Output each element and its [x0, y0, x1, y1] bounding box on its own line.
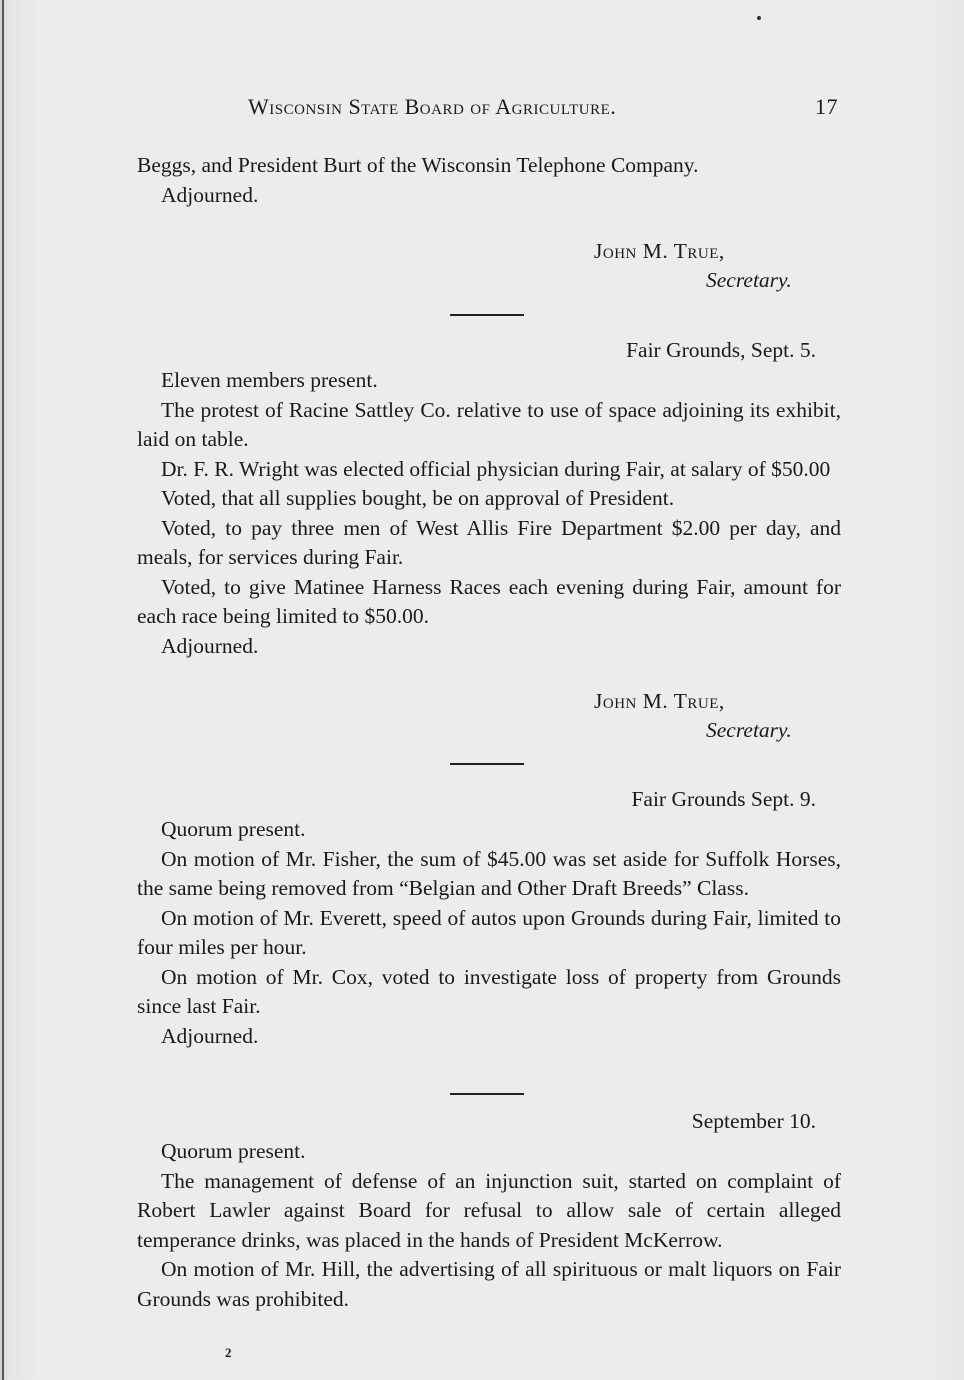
printer-signature-mark: 2	[225, 1345, 232, 1360]
meeting-date: Fair Grounds Sept. 9.	[631, 787, 816, 811]
page-edge-line	[2, 0, 4, 1380]
paragraph: Voted, to pay three men of West Allis Fire Department $2.00 per day, and meals, for services during Fair.	[137, 515, 841, 569]
paragraph: The management of defense of an injunction suit, started on complaint of Robert Lawler against Board for refusal to allow sale of certain alleged temperance drinks, was placed in the hands of President McKerrow.	[137, 1168, 841, 1252]
paragraph: Voted, that all supplies bought, be on approval of President.	[161, 486, 675, 510]
speck	[757, 16, 761, 20]
signature-title: Secretary.	[706, 718, 792, 742]
signature-title: Secretary.	[706, 268, 792, 292]
minutes-sept-5	[137, 366, 841, 661]
running-header-title: Wisconsin State Board of Agriculture.	[248, 94, 617, 119]
paragraph: Eleven members present.	[161, 368, 378, 392]
paragraph-adjourned: Adjourned.	[161, 182, 259, 207]
section-divider	[450, 763, 524, 765]
section-divider	[450, 1093, 524, 1095]
minutes-sept-9	[137, 815, 841, 1051]
minutes-continuation	[137, 151, 841, 210]
meeting-date: September 10.	[691, 1109, 816, 1133]
running-header	[248, 94, 838, 124]
paragraph: Voted, to give Matinee Harness Races each evening during Fair, amount for each race being limited to $50.00.	[137, 574, 841, 628]
paragraph-adjourned: Adjourned.	[161, 633, 259, 658]
paragraph: The protest of Racine Sattley Co. relative to use of space adjoining its exhibit, laid on table.	[137, 397, 841, 451]
paragraph: On motion of Mr. Everett, speed of autos upon Grounds during Fair, limited to four miles per hour.	[137, 905, 841, 959]
page-number: 17	[815, 94, 838, 119]
signature-name: John M. True,	[594, 689, 725, 713]
meeting-date: Fair Grounds, Sept. 5.	[626, 338, 816, 362]
paragraph: On motion of Mr. Hill, the advertising of all spirituous or malt liquors on Fair Grounds was prohibited.	[137, 1257, 841, 1311]
minutes-sept-10	[137, 1137, 841, 1314]
paragraph: Dr. F. R. Wright was elected official physician during Fair, at salary of $50.00	[161, 456, 831, 481]
paragraph: On motion of Mr. Fisher, the sum of $45.00 was set aside for Suffolk Horses, the same being removed from “Belgian and Other Draft Breeds” Class.	[137, 846, 841, 900]
paragraph: On motion of Mr. Cox, voted to investigate loss of property from Grounds since last Fair.	[137, 964, 841, 1018]
paragraph: Quorum present.	[161, 1139, 306, 1163]
paragraph-adjourned: Adjourned.	[161, 1023, 259, 1048]
paragraph: Beggs, and President Burt of the Wisconsin Telephone Company.	[137, 153, 699, 177]
signature-name: John M. True,	[594, 239, 725, 263]
paragraph: Quorum present.	[161, 817, 306, 841]
section-divider	[450, 314, 524, 316]
